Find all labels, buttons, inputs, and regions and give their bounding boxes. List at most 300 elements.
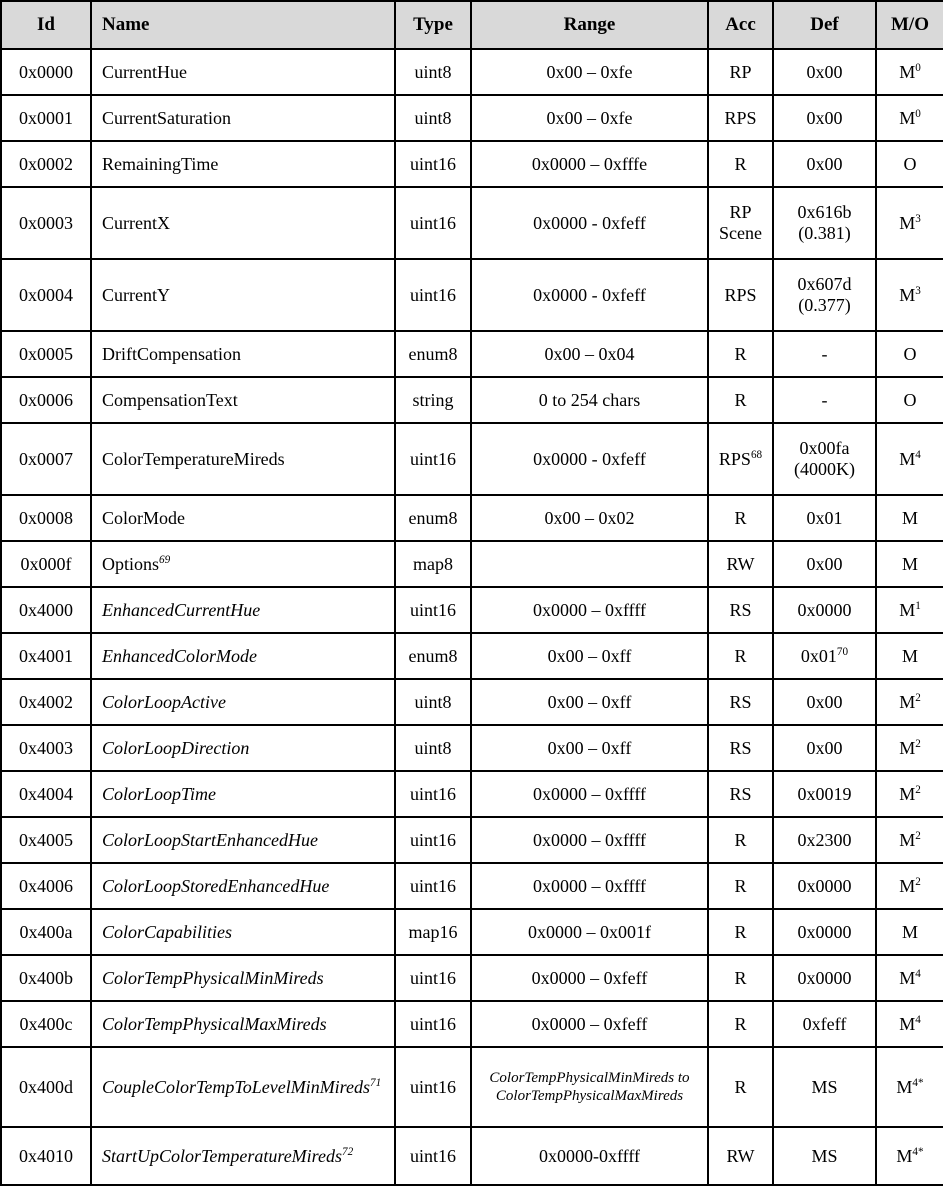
cell-type: uint8 bbox=[395, 49, 471, 95]
cell-mandatory-optional bbox=[876, 955, 943, 1001]
attribute-name: ColorLoopActive bbox=[102, 691, 226, 712]
cell-range: 0x0000 – 0xfffe bbox=[471, 141, 708, 187]
default-value: - bbox=[821, 389, 828, 410]
cell-name bbox=[91, 587, 395, 633]
cell-type: map16 bbox=[395, 909, 471, 955]
cell-name bbox=[91, 259, 395, 331]
cell-default bbox=[773, 1001, 876, 1047]
cell-access bbox=[708, 49, 773, 95]
cell-name bbox=[91, 187, 395, 259]
cell-access bbox=[708, 955, 773, 1001]
cell-access bbox=[708, 1001, 773, 1047]
mo-value: M bbox=[901, 507, 918, 528]
cell-type: uint16 bbox=[395, 187, 471, 259]
footnote-marker: 4* bbox=[912, 1076, 924, 1089]
cell-type: uint16 bbox=[395, 259, 471, 331]
cell-access bbox=[708, 909, 773, 955]
cell-name bbox=[91, 1001, 395, 1047]
footnote-marker: 4 bbox=[915, 448, 921, 461]
mo-value: M bbox=[899, 284, 916, 305]
cell-mandatory-optional bbox=[876, 331, 943, 377]
cell-id: 0x0000 bbox=[1, 49, 91, 95]
column-header-name: Name bbox=[91, 1, 395, 49]
mo-value: M bbox=[899, 829, 916, 850]
footnote-marker: 68 bbox=[750, 448, 763, 461]
default-value: 0x00 bbox=[806, 61, 843, 82]
mo-value: M bbox=[899, 212, 916, 233]
attribute-name: RemainingTime bbox=[102, 153, 219, 174]
footnote-marker: 4 bbox=[915, 1013, 921, 1026]
cell-range: 0x00 – 0xff bbox=[471, 633, 708, 679]
mo-value: M bbox=[899, 61, 916, 82]
cell-range: 0x0000 - 0xfeff bbox=[471, 187, 708, 259]
cell-range: 0x0000 – 0xffff bbox=[471, 863, 708, 909]
cell-id: 0x000f bbox=[1, 541, 91, 587]
default-value: 0x0000 bbox=[797, 921, 852, 942]
table-row bbox=[1, 541, 943, 587]
table-row bbox=[1, 633, 943, 679]
cell-type: uint16 bbox=[395, 587, 471, 633]
cell-mandatory-optional bbox=[876, 495, 943, 541]
cell-access bbox=[708, 377, 773, 423]
attribute-name: StartUpColorTemperatureMireds bbox=[102, 1145, 343, 1166]
footnote-marker: 72 bbox=[342, 1145, 354, 1158]
mo-value: M bbox=[901, 645, 918, 666]
cell-range: 0x0000 – 0xffff bbox=[471, 587, 708, 633]
mo-value: M bbox=[901, 921, 918, 942]
cell-mandatory-optional bbox=[876, 1127, 943, 1185]
cell-id: 0x400b bbox=[1, 955, 91, 1001]
cell-mandatory-optional bbox=[876, 909, 943, 955]
access-value: RW bbox=[726, 553, 755, 574]
cell-name bbox=[91, 49, 395, 95]
cell-name bbox=[91, 541, 395, 587]
cell-type: uint16 bbox=[395, 1001, 471, 1047]
access-value: R bbox=[734, 921, 747, 942]
access-value: RPS bbox=[724, 107, 757, 128]
cell-mandatory-optional bbox=[876, 141, 943, 187]
mo-value: M bbox=[899, 448, 916, 469]
table-row bbox=[1, 1047, 943, 1127]
cell-default bbox=[773, 1127, 876, 1185]
table-row bbox=[1, 141, 943, 187]
cell-name bbox=[91, 141, 395, 187]
cell-name bbox=[91, 955, 395, 1001]
footnote-marker: 1 bbox=[915, 599, 921, 612]
footnote-marker: 0 bbox=[915, 107, 921, 120]
cell-range bbox=[471, 1047, 708, 1127]
mo-value: M bbox=[899, 875, 916, 896]
cell-range: 0 to 254 chars bbox=[471, 377, 708, 423]
cell-default bbox=[773, 909, 876, 955]
cell-default bbox=[773, 377, 876, 423]
cell-default bbox=[773, 141, 876, 187]
cell-access bbox=[708, 495, 773, 541]
mo-value: M bbox=[896, 1076, 913, 1097]
cell-id: 0x0004 bbox=[1, 259, 91, 331]
cell-range: 0x00 – 0x02 bbox=[471, 495, 708, 541]
attribute-name: CurrentHue bbox=[102, 61, 187, 82]
cell-id: 0x4006 bbox=[1, 863, 91, 909]
cell-type: uint16 bbox=[395, 1127, 471, 1185]
cell-access bbox=[708, 587, 773, 633]
cell-access bbox=[708, 863, 773, 909]
access-value: RS bbox=[729, 599, 752, 620]
mo-value: M bbox=[899, 967, 916, 988]
default-value: 0x0019 bbox=[797, 783, 852, 804]
cell-range bbox=[471, 541, 708, 587]
access-value: R bbox=[734, 967, 747, 988]
cell-mandatory-optional bbox=[876, 587, 943, 633]
table-header-row bbox=[1, 1, 943, 49]
default-value: 0x0000 bbox=[797, 967, 852, 988]
table-row bbox=[1, 587, 943, 633]
attribute-name: CurrentX bbox=[102, 212, 170, 233]
cell-name bbox=[91, 377, 395, 423]
table-row bbox=[1, 259, 943, 331]
cell-name bbox=[91, 423, 395, 495]
attribute-name: Options bbox=[102, 553, 160, 574]
cell-access bbox=[708, 771, 773, 817]
cell-name bbox=[91, 771, 395, 817]
cell-default bbox=[773, 725, 876, 771]
cell-name bbox=[91, 1047, 395, 1127]
range-line-2: ColorTempPhysicalMaxMireds bbox=[495, 1088, 684, 1104]
default-line-1: 0x607d bbox=[797, 274, 852, 295]
table-row bbox=[1, 95, 943, 141]
cell-name bbox=[91, 725, 395, 771]
access-value: R bbox=[734, 389, 747, 410]
cell-range: 0x0000 – 0xffff bbox=[471, 817, 708, 863]
cell-id: 0x0006 bbox=[1, 377, 91, 423]
cell-default bbox=[773, 863, 876, 909]
cell-mandatory-optional bbox=[876, 49, 943, 95]
default-line-1: 0x616b bbox=[797, 202, 852, 223]
table-body bbox=[1, 49, 943, 1185]
cell-default bbox=[773, 633, 876, 679]
access-value: RS bbox=[729, 737, 752, 758]
mo-value: M bbox=[899, 107, 916, 128]
access-line-1: RP bbox=[729, 202, 752, 223]
cell-name bbox=[91, 495, 395, 541]
cell-name bbox=[91, 331, 395, 377]
cell-range: 0x0000 – 0xffff bbox=[471, 771, 708, 817]
default-value: 0x2300 bbox=[797, 829, 852, 850]
cell-id: 0x4000 bbox=[1, 587, 91, 633]
cell-access bbox=[708, 541, 773, 587]
cell-type: uint16 bbox=[395, 863, 471, 909]
attribute-name: ColorCapabilities bbox=[102, 921, 233, 942]
cell-name bbox=[91, 95, 395, 141]
column-header-id: Id bbox=[1, 1, 91, 49]
cell-mandatory-optional bbox=[876, 259, 943, 331]
cell-range: 0x00 – 0xff bbox=[471, 679, 708, 725]
cell-id: 0x400a bbox=[1, 909, 91, 955]
cell-default bbox=[773, 423, 876, 495]
table-row bbox=[1, 955, 943, 1001]
cell-type: uint8 bbox=[395, 725, 471, 771]
cell-id: 0x4005 bbox=[1, 817, 91, 863]
default-value: 0x0000 bbox=[797, 875, 852, 896]
cell-access bbox=[708, 633, 773, 679]
mo-value: M bbox=[901, 553, 918, 574]
cell-access bbox=[708, 141, 773, 187]
cell-access bbox=[708, 725, 773, 771]
cell-default bbox=[773, 95, 876, 141]
table-header bbox=[1, 1, 943, 49]
cell-access bbox=[708, 331, 773, 377]
access-value: RS bbox=[729, 783, 752, 804]
attribute-name: ColorMode bbox=[102, 507, 185, 528]
table-row bbox=[1, 1127, 943, 1185]
attribute-name: EnhancedColorMode bbox=[102, 645, 257, 666]
cell-range: 0x0000 - 0xfeff bbox=[471, 423, 708, 495]
table-row bbox=[1, 909, 943, 955]
cell-default bbox=[773, 259, 876, 331]
footnote-marker: 69 bbox=[159, 553, 171, 566]
mo-value: O bbox=[903, 389, 917, 410]
attribute-name: ColorLoopTime bbox=[102, 783, 217, 804]
cell-mandatory-optional bbox=[876, 679, 943, 725]
attribute-name: EnhancedCurrentHue bbox=[102, 599, 261, 620]
cell-default bbox=[773, 679, 876, 725]
cell-id: 0x0005 bbox=[1, 331, 91, 377]
footnote-marker: 3 bbox=[915, 284, 921, 297]
attribute-name: CompensationText bbox=[102, 389, 238, 410]
cell-range: 0x0000 – 0xfeff bbox=[471, 1001, 708, 1047]
access-value: R bbox=[734, 153, 747, 174]
default-value: 0x00 bbox=[806, 553, 843, 574]
default-value: MS bbox=[811, 1145, 838, 1166]
footnote-marker: 3 bbox=[915, 212, 921, 225]
cell-access bbox=[708, 817, 773, 863]
cell-access bbox=[708, 423, 773, 495]
access-value: RW bbox=[726, 1145, 755, 1166]
default-value: 0x00 bbox=[806, 691, 843, 712]
cell-name bbox=[91, 1127, 395, 1185]
cell-range: 0x00 – 0x04 bbox=[471, 331, 708, 377]
cell-id: 0x0007 bbox=[1, 423, 91, 495]
cell-mandatory-optional bbox=[876, 1001, 943, 1047]
access-value: RPS bbox=[724, 284, 757, 305]
mo-value: O bbox=[903, 153, 917, 174]
cell-type: uint16 bbox=[395, 771, 471, 817]
cell-access bbox=[708, 95, 773, 141]
footnote-marker: 70 bbox=[836, 645, 849, 658]
default-value: MS bbox=[811, 1076, 838, 1097]
cell-type: uint16 bbox=[395, 423, 471, 495]
attribute-name: ColorLoopDirection bbox=[102, 737, 250, 758]
access-value: R bbox=[734, 1076, 747, 1097]
default-value: 0x00 bbox=[806, 737, 843, 758]
column-header-range: Range bbox=[471, 1, 708, 49]
footnote-marker: 2 bbox=[915, 737, 921, 750]
footnote-marker: 4* bbox=[912, 1145, 924, 1158]
cell-mandatory-optional bbox=[876, 725, 943, 771]
default-value: 0x00 bbox=[806, 153, 843, 174]
cell-mandatory-optional bbox=[876, 817, 943, 863]
default-value: 0x01 bbox=[806, 507, 843, 528]
mo-value: M bbox=[899, 783, 916, 804]
cell-mandatory-optional bbox=[876, 377, 943, 423]
column-header-acc: Acc bbox=[708, 1, 773, 49]
cell-name bbox=[91, 863, 395, 909]
cell-id: 0x4010 bbox=[1, 1127, 91, 1185]
default-value: - bbox=[821, 343, 828, 364]
cell-mandatory-optional bbox=[876, 423, 943, 495]
footnote-marker: 4 bbox=[915, 967, 921, 980]
cell-type: enum8 bbox=[395, 331, 471, 377]
cell-type: uint8 bbox=[395, 679, 471, 725]
cell-default bbox=[773, 495, 876, 541]
cell-access bbox=[708, 259, 773, 331]
cell-mandatory-optional bbox=[876, 95, 943, 141]
default-line-2: (0.377) bbox=[798, 295, 851, 315]
table-row bbox=[1, 187, 943, 259]
attribute-name: CurrentY bbox=[102, 284, 170, 305]
cell-default bbox=[773, 541, 876, 587]
access-value: R bbox=[734, 645, 747, 666]
default-value: 0xfeff bbox=[802, 1013, 847, 1034]
cell-id: 0x400c bbox=[1, 1001, 91, 1047]
cell-mandatory-optional bbox=[876, 771, 943, 817]
table-row bbox=[1, 377, 943, 423]
mo-value: M bbox=[899, 599, 916, 620]
cell-type: enum8 bbox=[395, 633, 471, 679]
cell-range: 0x0000-0xffff bbox=[471, 1127, 708, 1185]
cell-id: 0x4003 bbox=[1, 725, 91, 771]
cell-id: 0x0002 bbox=[1, 141, 91, 187]
column-header-def: Def bbox=[773, 1, 876, 49]
column-header-type: Type bbox=[395, 1, 471, 49]
cell-type: string bbox=[395, 377, 471, 423]
cell-id: 0x400d bbox=[1, 1047, 91, 1127]
table-row bbox=[1, 495, 943, 541]
cell-type: uint16 bbox=[395, 141, 471, 187]
access-value: R bbox=[734, 875, 747, 896]
access-value: R bbox=[734, 1013, 747, 1034]
cell-range: 0x00 – 0xff bbox=[471, 725, 708, 771]
cell-range: 0x0000 - 0xfeff bbox=[471, 259, 708, 331]
cell-range: 0x0000 – 0x001f bbox=[471, 909, 708, 955]
cell-default bbox=[773, 587, 876, 633]
attribute-name: ColorTempPhysicalMaxMireds bbox=[102, 1013, 327, 1034]
table-row bbox=[1, 817, 943, 863]
cell-type: uint8 bbox=[395, 95, 471, 141]
cell-access bbox=[708, 1047, 773, 1127]
cell-id: 0x0003 bbox=[1, 187, 91, 259]
cell-access bbox=[708, 187, 773, 259]
attribute-name: DriftCompensation bbox=[102, 343, 241, 364]
attribute-name: ColorTemperatureMireds bbox=[102, 448, 285, 469]
access-value: RS bbox=[729, 691, 752, 712]
default-line-2: (4000K) bbox=[794, 459, 855, 479]
footnote-marker: 2 bbox=[915, 783, 921, 796]
footnote-marker: 2 bbox=[915, 691, 921, 704]
cell-name bbox=[91, 909, 395, 955]
cell-default bbox=[773, 49, 876, 95]
default-value: 0x0000 bbox=[797, 599, 852, 620]
cell-name bbox=[91, 633, 395, 679]
mo-value: O bbox=[903, 343, 917, 364]
mo-value: M bbox=[899, 737, 916, 758]
attribute-name: ColorTempPhysicalMinMireds bbox=[102, 967, 324, 988]
cell-default bbox=[773, 187, 876, 259]
table-row bbox=[1, 679, 943, 725]
access-value: R bbox=[734, 507, 747, 528]
table-row bbox=[1, 725, 943, 771]
access-value: RP bbox=[729, 61, 752, 82]
cell-mandatory-optional bbox=[876, 187, 943, 259]
cell-range: 0x00 – 0xfe bbox=[471, 95, 708, 141]
attribute-name: CoupleColorTempToLevelMinMireds bbox=[102, 1076, 371, 1097]
cell-type: uint16 bbox=[395, 1047, 471, 1127]
cell-default bbox=[773, 1047, 876, 1127]
default-value: 0x00 bbox=[806, 107, 843, 128]
attribute-name: ColorLoopStartEnhancedHue bbox=[102, 829, 318, 850]
mo-value: M bbox=[899, 1013, 916, 1034]
access-value: R bbox=[734, 829, 747, 850]
cell-default bbox=[773, 817, 876, 863]
cell-type: uint16 bbox=[395, 817, 471, 863]
cell-name bbox=[91, 679, 395, 725]
footnote-marker: 71 bbox=[370, 1076, 382, 1089]
cell-range: 0x0000 – 0xfeff bbox=[471, 955, 708, 1001]
cell-access bbox=[708, 679, 773, 725]
attribute-name: CurrentSaturation bbox=[102, 107, 231, 128]
cell-type: enum8 bbox=[395, 495, 471, 541]
table-row bbox=[1, 1001, 943, 1047]
footnote-marker: 2 bbox=[915, 875, 921, 888]
cell-id: 0x0008 bbox=[1, 495, 91, 541]
footnote-marker: 0 bbox=[915, 61, 921, 74]
cell-id: 0x4001 bbox=[1, 633, 91, 679]
cell-mandatory-optional bbox=[876, 541, 943, 587]
mo-value: M bbox=[896, 1145, 913, 1166]
attribute-name: ColorLoopStoredEnhancedHue bbox=[102, 875, 330, 896]
cell-mandatory-optional bbox=[876, 863, 943, 909]
cell-default bbox=[773, 955, 876, 1001]
cell-access bbox=[708, 1127, 773, 1185]
cell-mandatory-optional bbox=[876, 1047, 943, 1127]
column-header-mo: M/O bbox=[876, 1, 943, 49]
table-row bbox=[1, 863, 943, 909]
cell-default bbox=[773, 331, 876, 377]
default-value: 0x01 bbox=[800, 645, 837, 666]
table-row bbox=[1, 331, 943, 377]
cell-type: uint16 bbox=[395, 955, 471, 1001]
default-line-2: (0.381) bbox=[798, 223, 851, 243]
mo-value: M bbox=[899, 691, 916, 712]
access-value: RPS bbox=[718, 448, 751, 469]
access-value: R bbox=[734, 343, 747, 364]
cell-name bbox=[91, 817, 395, 863]
cell-type: map8 bbox=[395, 541, 471, 587]
cell-id: 0x0001 bbox=[1, 95, 91, 141]
footnote-marker: 2 bbox=[915, 829, 921, 842]
access-line-2: Scene bbox=[719, 223, 762, 243]
table-row bbox=[1, 423, 943, 495]
table-row bbox=[1, 771, 943, 817]
cell-mandatory-optional bbox=[876, 633, 943, 679]
range-line-1: ColorTempPhysicalMinMireds to bbox=[489, 1069, 690, 1086]
default-line-1: 0x00fa bbox=[799, 438, 850, 459]
cell-range: 0x00 – 0xfe bbox=[471, 49, 708, 95]
cell-id: 0x4002 bbox=[1, 679, 91, 725]
table-row bbox=[1, 49, 943, 95]
cell-id: 0x4004 bbox=[1, 771, 91, 817]
cell-default bbox=[773, 771, 876, 817]
